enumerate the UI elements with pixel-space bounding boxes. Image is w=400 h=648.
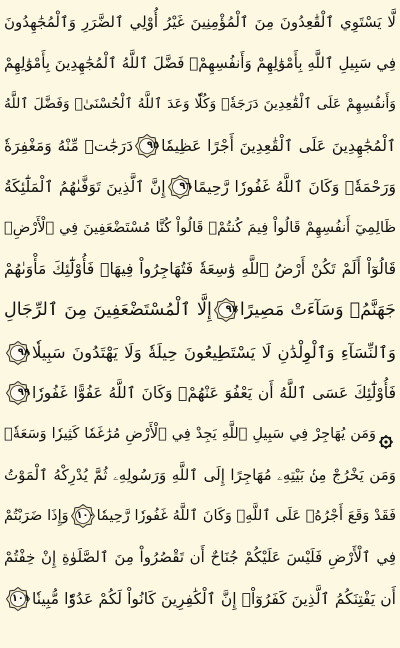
verse-text: فِي سَبِيلِ ٱللَّهِ بِأَمْوَٰلِهِمْ وَأَنفُسِهِمْۚ فَضَّلَ ٱللَّهُ ٱلْمُجَٰهِدِينَ بِأَمْوَٰلِهِمْ [4, 54, 396, 73]
verse-line [4, 414, 396, 455]
verse-text: أَن يَفْتِنَكُمُ ٱلَّذِينَ كَفَرُوٓاْۚ إِنَّ ٱلْكَٰفِرِينَ كَانُواْ لَكُمْ عَدُوّٗا مُّبِينٗا [32, 589, 396, 608]
verse-text: وَمَن يَخْرُجْ مِنۢ بَيْتِهِۦ مُهَاجِرًا إِلَى ٱللَّهِ وَرَسُولِهِۦ ثُمَّ يُدْرِكْهُ ٱلْمَوْتُ [4, 466, 396, 485]
verse-text: فَأُوْلَٰٓئِكَ عَسَى ٱللَّهُ أَن يَعْفُوَ عَنْهُمْۚ وَكَانَ ٱللَّهُ عَفُوًّا غَفُورٗا [32, 383, 396, 402]
ayah-end-rosette-icon [6, 341, 30, 365]
verse-number: ٩٨ [17, 347, 30, 358]
verse-number: ١٠٠ [76, 510, 95, 522]
verse-text: وَٱلنِّسَآءِ وَٱلْوِلْدَٰنِ لَا يَسْتَطِيعُونَ حِيلَةٗ وَلَا يَهْتَدُونَ سَبِيلٗا [32, 342, 396, 362]
verse-line [4, 167, 396, 208]
rub-el-hizb-icon [378, 426, 394, 442]
verse-line [4, 249, 396, 290]
ayah-end-rosette-icon [168, 175, 192, 199]
ayah-end-rosette-icon [135, 134, 159, 158]
verse-text: قَالُوٓاْ أَلَمْ تَكُنْ أَرْضُ ٱللَّهِ وَٰسِعَةٗ فَتُهَاجِرُواْ فِيهَاۚ فَأُوْلَٰٓئِكَ مَأْوَىٰهُمْ [4, 260, 396, 279]
verse-number: ٩٩ [17, 387, 30, 399]
verse-text: وَمَن يُهَاجِرْ فِي سَبِيلِ ٱللَّهِ يَجِدْ فِي ٱلْأَرْضِ مُرَٰغَمٗا كَثِيرٗا وَسَعَةٗۚ [4, 425, 376, 442]
verse-text: وَرَحْمَةٗۚ وَكَانَ ٱللَّهُ غَفُورٗا رَّحِيمًا [193, 177, 396, 196]
verse-line [4, 537, 396, 578]
verse-line [4, 579, 396, 620]
verse-line [4, 455, 396, 496]
verse-text: إِلَّا ٱلْمُسْتَضْعَفِينَ مِنَ ٱلرِّجَالِ [4, 300, 212, 321]
ayah-end-rosette-icon [6, 381, 30, 405]
verse-number: ١٠١ [11, 593, 30, 605]
verse-line [4, 43, 396, 84]
verse-line [4, 126, 396, 167]
verse-text: إِنَّ ٱلَّذِينَ تَوَفَّىٰهُمُ ٱلْمَلَٰٓئِكَةُ [4, 177, 166, 196]
verse-line [4, 84, 396, 125]
verse-number: ٩٥ [146, 140, 160, 152]
verse-line [4, 208, 396, 249]
verse-text: جَهَنَّمُۖ وَسَآءَتْ مَصِيرًا [239, 300, 396, 321]
verse-line [4, 2, 396, 43]
ayah-end-rosette-icon [71, 504, 95, 528]
verse-text: لَّا يَسْتَوِي ٱلْقَٰعِدُونَ مِنَ ٱلْمُؤْمِنِينَ غَيْرُ أُوْلِي ٱلضَّرَرِ وَٱلْمُجَٰهِدُونَ [4, 13, 396, 31]
verse-line [4, 290, 396, 331]
verse-line [4, 373, 396, 414]
verse-text: فِي ٱلْأَرْضِ فَلَيْسَ عَلَيْكُمْ جُنَاحٌ أَن تَقْصُرُواْ مِنَ ٱلصَّلَوٰةِ إِنْ خِفْتُمْ [4, 548, 396, 567]
verse-text: فَقَدْ وَقَعَ أَجْرُهُۥ عَلَى ٱللَّهِۗ وَكَانَ ٱللَّهُ غَفُورٗا رَّحِيمٗا [96, 508, 396, 525]
ayah-end-rosette-icon [6, 587, 30, 611]
verse-line [4, 332, 396, 373]
ayah-end-rosette-icon [214, 298, 238, 322]
verse-text: وَأَنفُسِهِمْ عَلَى ٱلْقَٰعِدِينَ دَرَجَةٗۚ وَكُلّٗا وَعَدَ ٱللَّهُ ٱلْحُسْنَىٰۚ وَفَضَّلَ ٱللَّهُ [4, 96, 396, 113]
verse-line [4, 496, 396, 537]
verse-text: ٱلْمُجَٰهِدِينَ عَلَى ٱلْقَٰعِدِينَ أَجْرًا عَظِيمٗا [161, 136, 396, 155]
verse-number: ٩٦ [179, 181, 192, 193]
verse-text: دَرَجَٰتٖ مِّنْهُ وَمَغْفِرَةٗ [4, 136, 134, 155]
verse-number: ٩٧ [225, 304, 238, 316]
verse-text: وَإِذَا ضَرَبْتُمْ [4, 508, 69, 525]
verse-text: ظَالِمِيٓ أَنفُسِهِمْ قَالُواْ فِيمَ كُنتُمْۖ قَالُواْ كُنَّا مُسْتَضْعَفِينَ فِي ٱلْأَرْضِۚ [4, 219, 396, 236]
